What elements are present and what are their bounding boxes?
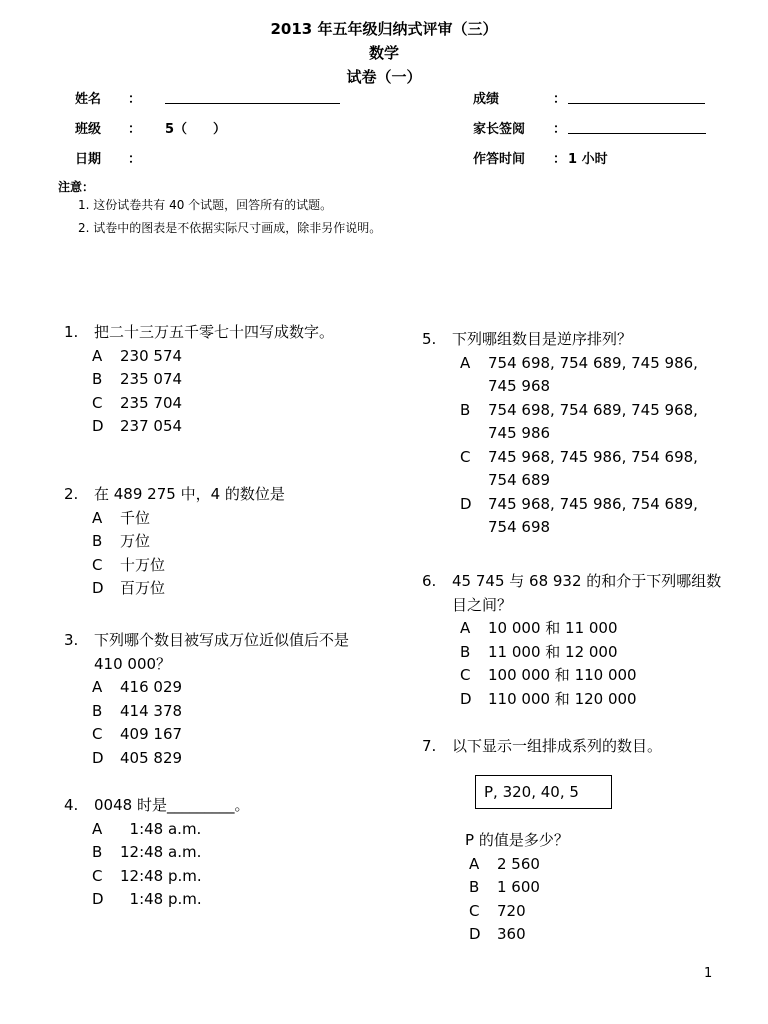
time-value: 1 小时: [568, 152, 608, 167]
question-stem: 0048 时是_________。: [94, 796, 250, 814]
exam-subject: 数学: [368, 44, 399, 62]
option-d[interactable]: D 1:48 p.m.: [92, 890, 202, 908]
option-b[interactable]: B 11 000 和 12 000: [460, 642, 618, 661]
score-label: 成绩: [473, 92, 500, 107]
score-blank-line: [568, 103, 705, 104]
option-d[interactable]: D 110 000 和 120 000: [460, 689, 637, 708]
option-b[interactable]: B 235 074: [92, 370, 183, 388]
option-c[interactable]: C 745 968, 745 986, 754 698, 754 689: [460, 447, 698, 489]
question-number: 1.: [64, 323, 79, 341]
question-7: [422, 735, 722, 759]
option-a[interactable]: A 416 029: [92, 678, 183, 696]
option-a[interactable]: A 230 574: [92, 346, 183, 365]
sequence-box: P, 320, 40, 5: [475, 775, 612, 809]
question-3: [64, 629, 364, 770]
score-colon: ：: [553, 92, 567, 107]
note-item: 2. 试卷中的图表是不依据实际尺寸画成，除非另作说明。: [78, 221, 382, 235]
question-6: [422, 570, 722, 711]
option-c[interactable]: C 720: [469, 901, 526, 920]
parent-sign-label: 家长签阅: [473, 122, 526, 137]
date-label: 日期: [75, 152, 102, 167]
option-d[interactable]: D 360: [469, 925, 526, 943]
option-c[interactable]: C 100 000 和 110 000: [460, 666, 637, 684]
option-a[interactable]: A 10 000 和 11 000: [460, 619, 618, 637]
name-blank-line: [165, 103, 340, 104]
option-c[interactable]: C 12:48 p.m.: [92, 866, 202, 885]
page-number: 1: [704, 966, 713, 981]
option-b[interactable]: B 万位: [92, 532, 151, 550]
question-1: [64, 321, 364, 439]
question-number: 7.: [422, 737, 437, 755]
option-b[interactable]: B 414 378: [92, 701, 183, 720]
class-colon: ：: [128, 122, 142, 137]
option-c[interactable]: C 409 167: [92, 725, 183, 743]
question-2: [64, 483, 364, 601]
parent-sign-blank-line: [568, 133, 706, 134]
question-7-sub: [465, 829, 725, 947]
question-5: [422, 328, 722, 540]
option-d[interactable]: D 745 968, 745 986, 754 689, 754 698: [460, 494, 698, 536]
question-stem: 下列哪组数目是逆序排列？: [452, 330, 633, 348]
option-c[interactable]: C 235 704: [92, 393, 183, 412]
note-item: 1. 这份试卷共有 40 个试题，回答所有的试题。: [78, 198, 333, 212]
option-a[interactable]: A 754 698, 754 689, 745 986, 745 968: [460, 353, 698, 395]
question-stem: 把二十三万五千零七十四写成数字。: [94, 323, 335, 341]
option-b[interactable]: B 754 698, 754 689, 745 968, 745 986: [460, 400, 698, 442]
option-a[interactable]: A 千位: [92, 508, 151, 527]
option-d[interactable]: D 237 054: [92, 417, 183, 435]
exam-title: 2013 年五年级归纳式评审（三）: [270, 20, 498, 38]
time-label: 作答时间: [473, 152, 526, 167]
name-colon: ：: [128, 92, 142, 107]
question-stem: 在 489 275 中，4 的数位是: [94, 485, 285, 503]
option-a[interactable]: A 2 560: [469, 854, 540, 873]
name-label: 姓名: [75, 92, 102, 107]
option-a[interactable]: A 1:48 a.m.: [92, 819, 202, 838]
option-d[interactable]: D 405 829: [92, 748, 183, 767]
time-colon: ：: [553, 152, 567, 167]
option-b[interactable]: B 1 600: [469, 878, 540, 896]
question-number: 6.: [422, 572, 437, 590]
question-stem: 以下显示一组排成系列的数目。: [452, 737, 663, 755]
question-number: 3.: [64, 631, 79, 649]
notes-title: 注意：: [58, 180, 95, 194]
question-subprompt: P 的值是多少？: [465, 831, 569, 849]
question-stem: 45 745 与 68 932 的和介于下列哪组数目之间？: [452, 572, 722, 614]
option-b[interactable]: B 12:48 a.m.: [92, 843, 202, 861]
date-colon: ：: [128, 152, 142, 167]
class-label: 班级: [75, 122, 102, 137]
question-4: [64, 794, 364, 912]
question-number: 5.: [422, 330, 437, 348]
option-c[interactable]: C 十万位: [92, 555, 166, 574]
question-number: 4.: [64, 796, 79, 814]
exam-paper: 试卷（一）: [346, 68, 422, 86]
class-value: 5（ ）: [165, 122, 227, 137]
question-number: 2.: [64, 485, 79, 503]
option-d[interactable]: D 百万位: [92, 579, 166, 597]
parent-sign-colon: ：: [553, 122, 567, 137]
question-stem: 下列哪个数目被写成万位近似值后不是 410 000？: [94, 631, 350, 673]
